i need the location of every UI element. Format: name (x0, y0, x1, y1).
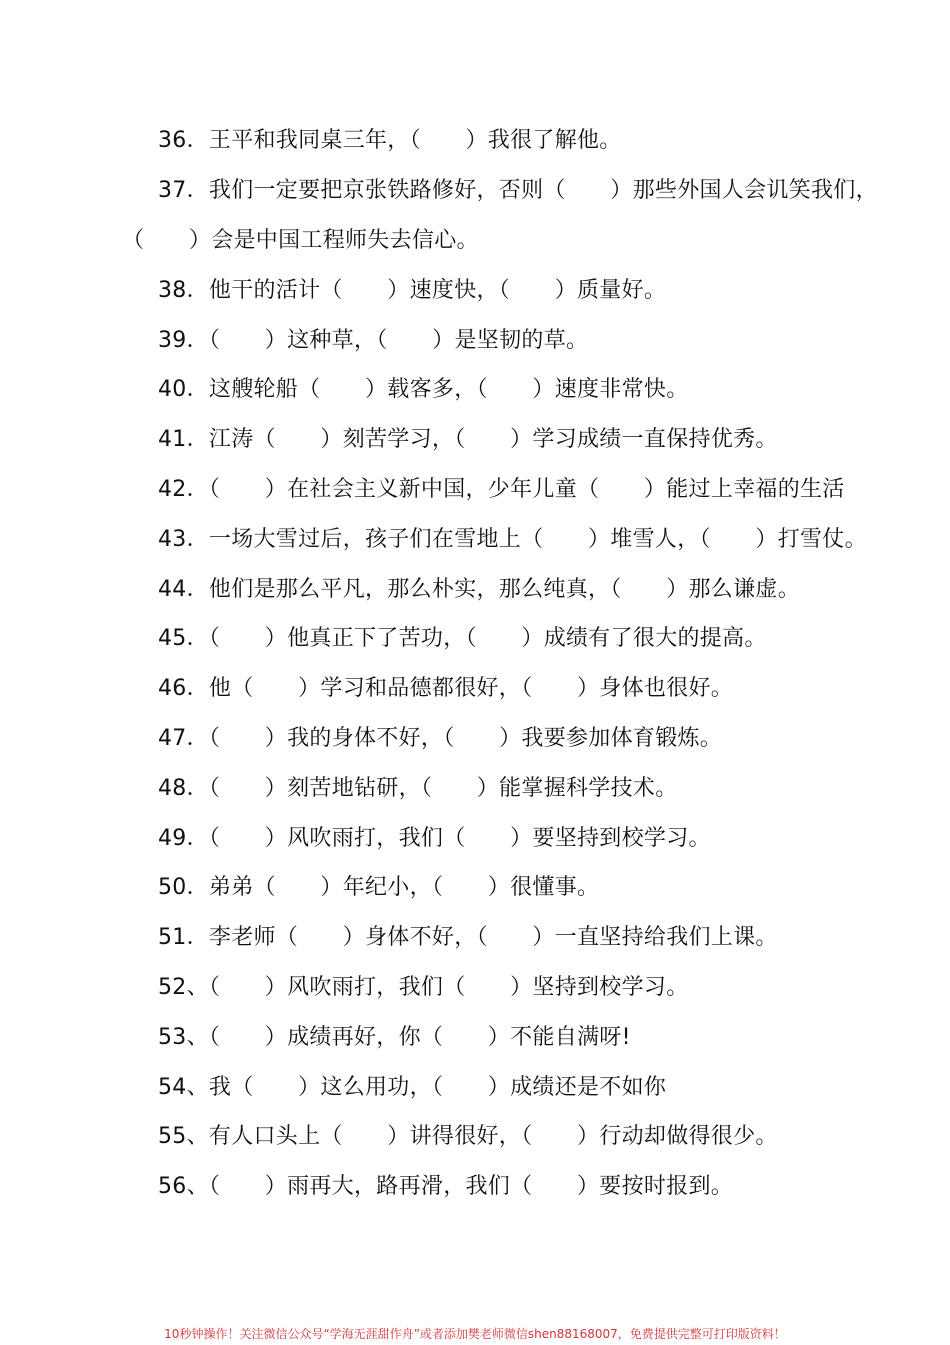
question-38: 38．他干的活计（ ）速度快，（ ）质量好。 (158, 278, 667, 303)
question-47: 47．（ ）我的身体不好，（ ）我要参加体育锻炼。 (158, 726, 723, 751)
question-36: 36．王平和我同桌三年，（ ）我很了解他。 (158, 128, 622, 153)
question-40: 40．这艘轮船（ ）载客多，（ ）速度非常快。 (158, 377, 689, 402)
question-46: 46．他（ ）学习和品德都很好，（ ）身体也很好。 (158, 676, 734, 701)
question-37: 37．我们一定要把京张铁路修好，否则（ ）那些外国人会讥笑我们， (158, 178, 878, 203)
question-37-continued: （ ）会是中国工程师失去信心。 (122, 228, 479, 253)
question-49: 49．（ ）风吹雨打，我们（ ）要坚持到校学习。 (158, 826, 711, 851)
question-44: 44．他们是那么平凡，那么朴实，那么纯真，（ ）那么谦虚。 (158, 577, 800, 602)
question-54: 54、我（ ）这么用功，（ ）成绩还是不如你 (158, 1075, 667, 1100)
question-41: 41．江涛（ ）刻苦学习，（ ）学习成绩一直保持优秀。 (158, 427, 778, 452)
question-53: 53、（ ）成绩再好，你（ ）不能自满呀! (158, 1025, 631, 1050)
question-50: 50．弟弟（ ）年纪小，（ ）很懂事。 (158, 875, 600, 900)
question-56: 56、（ ）雨再大，路再滑，我们（ ）要按时报到。 (158, 1174, 734, 1199)
question-42: 42．（ ）在社会主义新中国，少年儿童（ ）能过上幸福的生活 (158, 477, 845, 502)
promo-footer: 10秒钟操作！关注微信公众号“学海无涯甜作舟”或者添加樊老师微信shen88168007，免费提供完整可打印版资料！ (164, 1327, 786, 1341)
question-43: 43．一场大雪过后，孩子们在雪地上（ ）堆雪人，（ ）打雪仗。 (158, 527, 867, 552)
question-55: 55、有人口头上（ ）讲得很好，（ ）行动却做得很少。 (158, 1124, 778, 1149)
question-48: 48．（ ）刻苦地钻研，（ ）能掌握科学技术。 (158, 776, 678, 801)
question-45: 45．（ ）他真正下了苦功，（ ）成绩有了很大的提高。 (158, 626, 767, 651)
question-52: 52、（ ）风吹雨打，我们（ ）坚持到校学习。 (158, 975, 689, 1000)
question-39: 39．（ ）这种草，（ ）是坚韧的草。 (158, 328, 589, 353)
question-51: 51．李老师（ ）身体不好，（ ）一直坚持给我们上课。 (158, 925, 778, 950)
